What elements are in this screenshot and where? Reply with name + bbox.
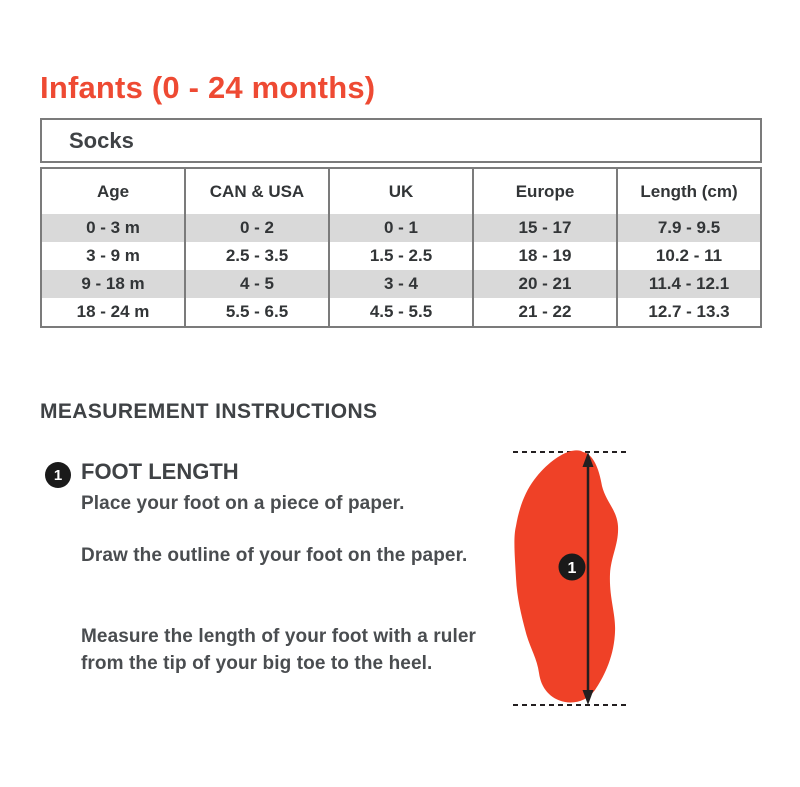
table-row [41, 214, 761, 242]
table-cell: 4.5 - 5.5 [329, 298, 473, 327]
table-cell: 1.5 - 2.5 [329, 242, 473, 270]
table-cell: 11.4 - 12.1 [617, 270, 761, 298]
table-cell: 21 - 22 [473, 298, 617, 327]
table-cell: 5.5 - 6.5 [185, 298, 329, 327]
step-number-badge: 1 [45, 462, 71, 488]
header-row [41, 168, 761, 214]
table-cell: 12.7 - 13.3 [617, 298, 761, 327]
instruction-step-1: Place your foot on a piece of paper. [81, 493, 405, 514]
col-header-uk: UK [329, 168, 473, 214]
table-cell: 18 - 19 [473, 242, 617, 270]
table-cell: 15 - 17 [473, 214, 617, 242]
table-cell: 7.9 - 9.5 [617, 214, 761, 242]
step-title: FOOT LENGTH [81, 459, 239, 484]
size-table [40, 167, 762, 328]
table-cell: 0 - 1 [329, 214, 473, 242]
instruction-step-3: Measure the length of your foot with a ruler from the tip of your big toe to the heel. [81, 626, 476, 674]
measurement-instructions-heading: MEASUREMENT INSTRUCTIONS [40, 400, 378, 423]
table-row [41, 242, 761, 270]
table-cell: 10.2 - 11 [617, 242, 761, 270]
table-cell: 9 - 18 m [41, 270, 185, 298]
col-header-europe: Europe [473, 168, 617, 214]
size-table-header [41, 168, 761, 214]
table-group-label: Socks [69, 127, 134, 153]
page-title: Infants (0 - 24 months) [40, 70, 376, 105]
foot-badge-number: 1 [567, 560, 577, 577]
foot-length-illustration [500, 440, 650, 720]
instruction-step-2: Draw the outline of your foot on the paper. [81, 545, 468, 566]
size-table-body [41, 214, 761, 327]
table-cell: 2.5 - 3.5 [185, 242, 329, 270]
table-cell: 0 - 2 [185, 214, 329, 242]
table-row [41, 270, 761, 298]
col-header-age: Age [96, 181, 130, 201]
table-group-header [40, 118, 762, 163]
table-cell: 20 - 21 [473, 270, 617, 298]
table-cell: 0 - 3 m [41, 214, 185, 242]
table-cell: 18 - 24 m [76, 302, 150, 321]
table-cell: 3 - 9 m [86, 246, 140, 265]
col-header-length: Length (cm) [617, 168, 761, 214]
col-header-can-usa: CAN & USA [185, 168, 329, 214]
table-cell: 3 - 4 [329, 270, 473, 298]
table-row [41, 298, 761, 327]
table-cell: 4 - 5 [185, 270, 329, 298]
